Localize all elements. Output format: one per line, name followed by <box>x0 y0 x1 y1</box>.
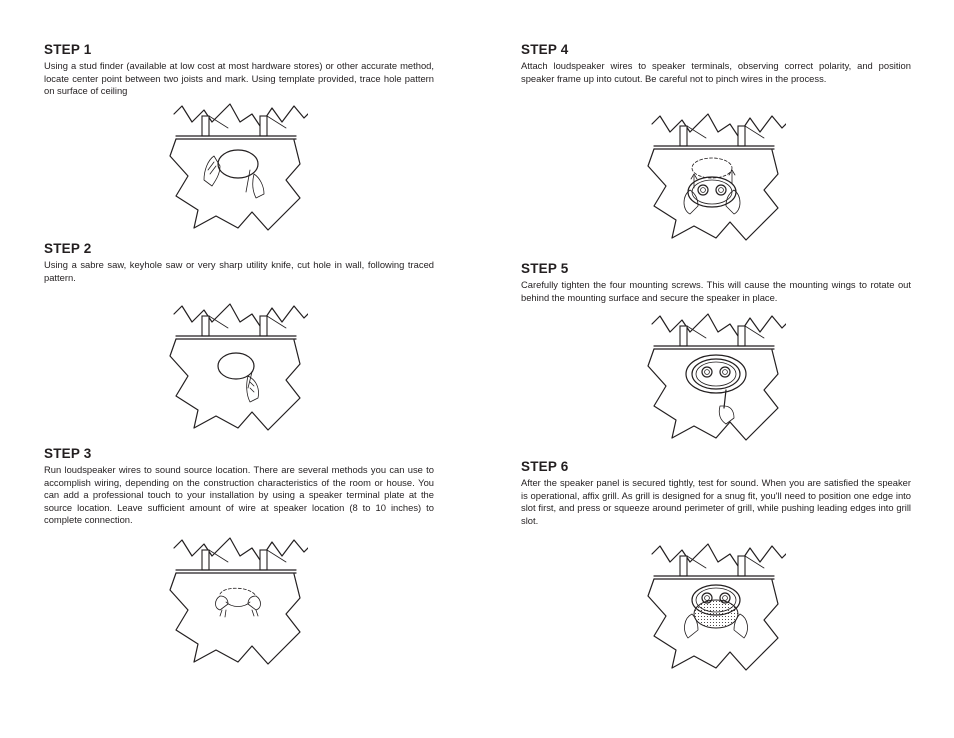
step-6 <box>521 459 911 527</box>
step-heading: STEP 1 <box>44 42 92 57</box>
step-1 <box>44 42 434 98</box>
step-heading: STEP 5 <box>521 261 569 276</box>
step-text: Using a stud finder (available at low cost at most hardware stores) or other accurate method, locate center point between two joists and mark. Using template provided, trace hole pattern on surface of ceiling <box>44 60 434 97</box>
step-text: Run loudspeaker wires to sound source location. There are several methods you can use to accomplish wiring, depending on the construction characteristics of the room or house. You can add a professional touch to your installation by using a speaker terminal plate at the source location. Leave sufficient amount of wire at speaker location (8 to 10 inches) to complete connection. <box>44 464 434 526</box>
step-1-illustration <box>168 100 308 235</box>
step-text: Carefully tighten the four mounting screws. This will cause the mounting wings to rotate out behind the mounting surface and secure the speaker in place. <box>521 279 911 303</box>
step-5-illustration <box>646 310 786 445</box>
step-3 <box>44 446 434 527</box>
step-heading: STEP 4 <box>521 42 569 57</box>
step-heading: STEP 2 <box>44 241 92 256</box>
step-heading: STEP 6 <box>521 459 569 474</box>
step-2 <box>44 241 434 284</box>
step-3-illustration <box>168 534 308 669</box>
step-heading: STEP 3 <box>44 446 92 461</box>
step-text: After the speaker panel is secured tightly, test for sound. When you are satisfied the speaker is operational, affix grill. As grill is designed for a snug fit, you'll need to position one edge into slot first, and press or squeeze around perimeter of grill, while pushing leading edges into grill slot. <box>521 477 911 526</box>
step-6-illustration <box>646 540 786 675</box>
step-2-illustration <box>168 300 308 435</box>
step-text: Using a sabre saw, keyhole saw or very sharp utility knife, cut hole in wall, following traced pattern. <box>44 259 434 283</box>
step-5 <box>521 261 911 304</box>
step-text: Attach loudspeaker wires to speaker terminals, observing correct polarity, and position speaker frame up into cutout. Be careful not to pinch wires in the process. <box>521 60 911 84</box>
step-4-illustration <box>646 110 786 245</box>
step-4 <box>521 42 911 85</box>
